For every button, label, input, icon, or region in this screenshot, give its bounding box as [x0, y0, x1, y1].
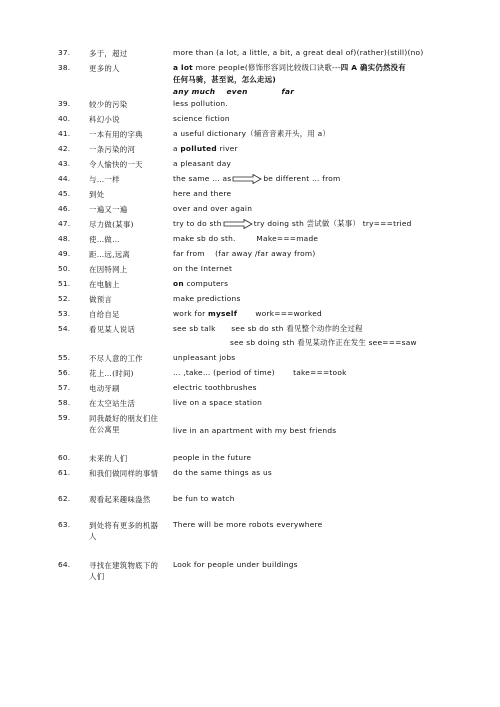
item-number: 51.	[58, 279, 71, 288]
english-phrase: here and there	[173, 189, 232, 198]
chinese-phrase: 花上…(时间)	[89, 369, 134, 378]
english-phrase: do the same things as us	[173, 468, 272, 477]
item-number: 57.	[58, 383, 71, 392]
chinese-phrase: 更多的人	[89, 64, 120, 73]
bold-italic-words: any much even far	[173, 87, 295, 96]
bold-note: 任何马骑，甚至说，怎么走远)	[173, 75, 276, 84]
english-phrase: make sb do sth. Make===made	[173, 234, 319, 243]
english-phrase: try to do sth try doing sth 尝试做（某事） try===tried	[173, 219, 412, 228]
item-number: 50.	[58, 264, 71, 273]
english-phrase: more than (a lot, a little, a bit, a great deal of)(rather)(still)(no)	[173, 48, 424, 57]
item-number: 48.	[58, 234, 71, 243]
english-phrase: … ,take… (period of time) take===took	[173, 368, 347, 377]
chinese-phrase: 距…远,远离	[89, 250, 131, 259]
chinese-phrase: 与…一样	[89, 175, 120, 184]
english-phrase: people in the future	[173, 453, 252, 462]
item-number: 44.	[58, 174, 71, 183]
bold-word: a lot	[173, 63, 193, 72]
english-phrase: a lot more people(修饰形容词比较级口诀歌---四 A 确实仍然没有	[173, 63, 406, 72]
english-phrase: the same … as be different … from	[173, 174, 341, 183]
bold-note: 四 A 确实仍然没有	[340, 63, 406, 72]
chinese-phrase: 令人愉快的一天	[89, 160, 143, 169]
item-number: 38.	[58, 63, 71, 72]
arrow-right-icon	[232, 174, 262, 184]
item-number: 59.	[58, 413, 71, 422]
english-phrase: far from (far away /far away from)	[173, 249, 316, 258]
item-number: 63.	[58, 520, 71, 529]
item-number: 42.	[58, 144, 71, 153]
item-number: 60.	[58, 453, 71, 462]
chinese-phrase: 做预言	[89, 295, 113, 304]
arrow-right-icon	[223, 219, 253, 229]
item-number: 37.	[58, 48, 71, 57]
item-number: 61.	[58, 468, 71, 477]
chinese-phrase: 寻找在建筑物底下的人们	[89, 561, 159, 581]
english-phrase: work for myself work===worked	[173, 309, 322, 318]
english-phrase: electric toothbrushes	[173, 383, 257, 392]
chinese-phrase: 一本有用的字典	[89, 130, 143, 139]
item-number: 64.	[58, 560, 71, 569]
item-number: 56.	[58, 368, 71, 377]
chinese-phrase: 不尽人意的工作	[89, 354, 143, 363]
item-number: 62.	[58, 494, 71, 503]
item-number: 54.	[58, 324, 71, 333]
item-number: 47.	[58, 219, 71, 228]
item-number: 39.	[58, 99, 71, 108]
chinese-phrase: 电动牙刷	[89, 384, 120, 393]
english-phrase: a pleasant day	[173, 159, 232, 168]
chinese-phrase: 一遍又一遍	[89, 205, 128, 214]
item-number: 52.	[58, 294, 71, 303]
english-phrase: science fiction	[173, 114, 230, 123]
item-number: 45.	[58, 189, 71, 198]
chinese-phrase: 科幻小说	[89, 115, 120, 124]
english-phrase: Look for people under buildings	[173, 560, 298, 569]
chinese-phrase: 和我们做同样的事情	[89, 469, 159, 478]
english-phrase: be fun to watch	[173, 494, 235, 503]
english-phrase: There will be more robots everywhere	[173, 520, 323, 529]
chinese-phrase: 在因特网上	[89, 265, 128, 274]
chinese-phrase: 到处	[89, 190, 105, 199]
chinese-phrase: 自给自足	[89, 310, 120, 319]
item-number: 55.	[58, 353, 71, 362]
chinese-phrase: 到处将有更多的机器人	[89, 521, 159, 541]
chinese-phrase: 一条污染的河	[89, 145, 136, 154]
english-phrase: a polluted river	[173, 144, 238, 153]
item-number: 43.	[58, 159, 71, 168]
chinese-phrase: 在电脑上	[89, 280, 120, 289]
english-phrase: unpleasant jobs	[173, 353, 236, 362]
english-phrase: on computers	[173, 279, 229, 288]
chinese-phrase: 同我最好的朋友们住在公寓里	[89, 414, 159, 434]
english-phrase: see sb talk see sb do sth 看见整个动作的全过程	[173, 324, 363, 333]
english-phrase: live on a space station	[173, 398, 263, 407]
bold-word: myself	[208, 309, 238, 318]
chinese-phrase: 较少的污染	[89, 100, 128, 109]
chinese-phrase: 未来的人们	[89, 454, 128, 463]
bold-word: on	[173, 279, 184, 288]
item-number: 40.	[58, 114, 71, 123]
bold-word: polluted	[180, 144, 217, 153]
chinese-phrase: 多于，超过	[89, 49, 128, 58]
english-phrase: see sb doing sth 看见某动作正在发生 see===saw	[230, 338, 417, 347]
item-number: 53.	[58, 309, 71, 318]
item-number: 41.	[58, 129, 71, 138]
chinese-phrase: 在太空站生活	[89, 399, 136, 408]
english-phrase: make predictions	[173, 294, 241, 303]
english-phrase: less pollution.	[173, 99, 228, 108]
chinese-phrase: 看见某人说话	[89, 325, 136, 334]
english-phrase: live in an apartment with my best friends	[173, 426, 337, 435]
chinese-phrase: 尽力做(某事)	[89, 220, 134, 229]
item-number: 58.	[58, 398, 71, 407]
english-phrase: on the Internet	[173, 264, 233, 273]
chinese-phrase: 使…做…	[89, 235, 120, 244]
item-number: 49.	[58, 249, 71, 258]
english-phrase: over and over again	[173, 204, 253, 213]
chinese-phrase: 观看起来趣味盎然	[89, 495, 151, 504]
english-phrase: a useful dictionary（辅音音素开头，用 a）	[173, 129, 331, 138]
item-number: 46.	[58, 204, 71, 213]
